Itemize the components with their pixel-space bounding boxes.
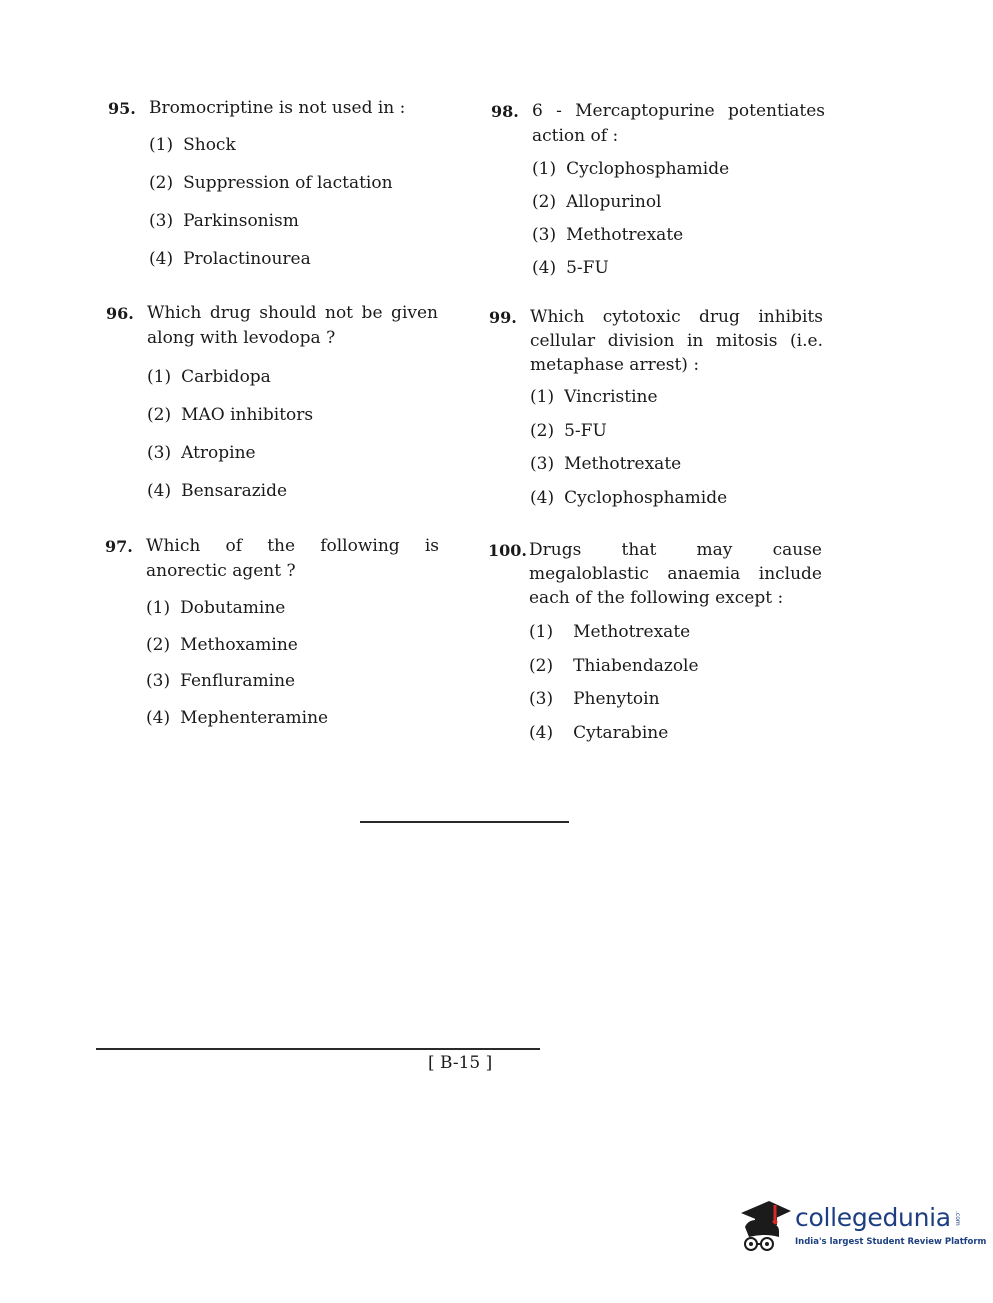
- question-98: [491, 99, 825, 289]
- logo-wordmark: collegedunia: [795, 1203, 951, 1232]
- option: [532, 190, 825, 223]
- question-stem: Drugs that may cause megaloblastic anaemia include each of the following except :: [529, 540, 822, 608]
- option: [532, 223, 825, 256]
- logo-domain-suffix: .com: [954, 1211, 961, 1226]
- option: [146, 669, 439, 706]
- option-text: Allopurinol: [566, 192, 662, 212]
- options-list: [146, 596, 439, 742]
- logo-tagline: India's largest Student Review Platform: [795, 1237, 987, 1247]
- option-number: (2): [147, 405, 172, 425]
- option-text: Dobutamine: [180, 598, 286, 618]
- option: [147, 479, 438, 517]
- option-text: Carbidopa: [181, 367, 271, 387]
- option-text: Prolactinourea: [183, 249, 311, 269]
- option: [146, 706, 439, 743]
- option-text: Methoxamine: [180, 634, 298, 655]
- option-number: (1): [147, 367, 172, 387]
- option: [147, 441, 438, 479]
- option-number: (3): [146, 671, 171, 691]
- option-text: Fenfluramine: [180, 671, 296, 691]
- question-number: 96.: [106, 304, 134, 323]
- option-number: (1): [149, 135, 174, 155]
- option-text: Cyclophosphamide: [564, 487, 728, 508]
- option-text: Parkinsonism: [183, 211, 299, 231]
- option-number: (1): [146, 598, 171, 618]
- collegedunia-logo: [735, 1197, 987, 1257]
- option-number: (4): [149, 249, 174, 269]
- student-mascot-icon: [735, 1197, 793, 1257]
- option-text: Cytarabine: [573, 722, 669, 743]
- option-text: 5-FU: [566, 258, 609, 278]
- option-number: (3): [530, 454, 555, 474]
- option: [529, 620, 822, 654]
- option-text: MAO inhibitors: [181, 405, 314, 425]
- question-number: 98.: [491, 102, 519, 121]
- option-number: (4): [532, 258, 557, 278]
- options-list: [532, 157, 825, 289]
- option-text: Phenytoin: [573, 689, 660, 709]
- question-number: 95.: [108, 99, 136, 118]
- option: [529, 687, 822, 721]
- option-number: (3): [147, 443, 172, 463]
- option: [532, 157, 825, 190]
- option: [529, 721, 822, 755]
- options-list: [149, 133, 438, 285]
- option-text: Methotrexate: [573, 622, 691, 642]
- option: [529, 654, 822, 688]
- option: [149, 171, 438, 209]
- option-number: (2): [146, 634, 171, 655]
- option-text: Suppression of lactation: [183, 173, 393, 193]
- options-list: [147, 365, 438, 517]
- question-100: [488, 538, 822, 754]
- page-number: [ B-15 ]: [428, 1053, 493, 1073]
- option-number: (2): [529, 655, 554, 676]
- question-96: [106, 301, 438, 517]
- question-stem: Which of the following is anorectic agent ?: [146, 536, 439, 581]
- option-text: Methotrexate: [566, 225, 684, 245]
- question-stem: 6 - Mercaptopurine potentiates action of :: [532, 101, 825, 146]
- question-99: [489, 305, 823, 519]
- option-text: Mephenteramine: [180, 707, 329, 728]
- option-number: (1): [530, 387, 555, 407]
- option-number: (2): [532, 192, 557, 212]
- option-text: Thiabendazole: [573, 655, 699, 676]
- option: [147, 365, 438, 403]
- question-stem: Which cytotoxic drug inhibits cellular division in mitosis (i.e. metaphase arrest) :: [530, 307, 823, 375]
- option-number: (4): [146, 707, 171, 728]
- options-list: [530, 385, 823, 519]
- option-text: Atropine: [181, 443, 256, 463]
- option-number: (2): [149, 173, 174, 193]
- section-divider: [360, 821, 569, 823]
- question-95: [108, 96, 438, 285]
- option-text: 5-FU: [564, 420, 607, 441]
- option: [530, 486, 823, 520]
- option-number: (2): [530, 420, 555, 441]
- option: [147, 403, 438, 441]
- option: [530, 452, 823, 486]
- question-stem: Which drug should not be given along with levodopa ?: [147, 303, 438, 348]
- question-number: 100.: [488, 541, 527, 560]
- option-text: Cyclophosphamide: [566, 159, 730, 179]
- option: [532, 256, 825, 289]
- option-number: (4): [530, 487, 555, 508]
- option-text: Methotrexate: [564, 454, 682, 474]
- option-number: (3): [149, 211, 174, 231]
- option-number: (4): [147, 481, 172, 501]
- option: [149, 209, 438, 247]
- option-number: (3): [532, 225, 557, 245]
- option: [149, 133, 438, 171]
- option: [530, 385, 823, 419]
- option-number: (1): [532, 159, 557, 179]
- question-number: 97.: [105, 537, 133, 556]
- option-text: Shock: [183, 135, 236, 155]
- option-text: Bensarazide: [181, 481, 288, 501]
- option-number: (3): [529, 689, 554, 709]
- option: [146, 633, 439, 670]
- question-stem: Bromocriptine is not used in :: [149, 98, 406, 118]
- footer-rule: [96, 1048, 540, 1050]
- options-list: [529, 620, 822, 754]
- option-text: Vincristine: [564, 387, 658, 407]
- option: [530, 419, 823, 453]
- option: [149, 247, 438, 285]
- option-number: (1): [529, 622, 554, 642]
- question-number: 99.: [489, 308, 517, 327]
- option-number: (4): [529, 722, 554, 743]
- option: [146, 596, 439, 633]
- question-97: [105, 534, 439, 742]
